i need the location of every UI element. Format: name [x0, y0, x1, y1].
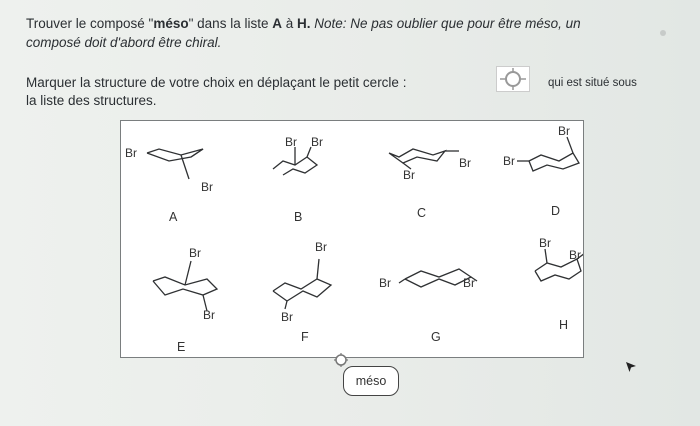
structure-C-br2: Br [403, 168, 415, 182]
structure-C-letter: C [417, 206, 427, 220]
structure-E-letter: E [177, 340, 186, 354]
structure-B-br1: Br [285, 135, 297, 149]
structure-H-br1: Br [539, 236, 551, 250]
structures-drawing [121, 121, 583, 357]
arrow-cursor-icon [624, 360, 638, 374]
structure-A-br1: Br [125, 146, 137, 160]
structure-G-letter: G [431, 330, 441, 344]
structure-A[interactable] [125, 146, 213, 224]
instruction-line-1-end: qui est situé sous [548, 77, 637, 89]
structure-F[interactable] [273, 240, 331, 344]
question-text: Trouver le composé "méso" dans la liste A à H. Note: Ne pas oublier que pour être méso, un composé doit d'abord être chiral. [26, 16, 581, 50]
structure-B-letter: B [294, 210, 303, 224]
structure-D[interactable] [503, 124, 579, 218]
structure-H-letter: H [559, 318, 569, 332]
structure-A-br2: Br [201, 180, 213, 194]
structure-H-br2: Br [569, 248, 581, 262]
structure-G-br1: Br [379, 276, 391, 290]
structure-G[interactable] [379, 269, 477, 344]
structures-panel [120, 120, 584, 358]
structure-F-letter: F [301, 330, 309, 344]
structure-E-br1: Br [189, 246, 201, 260]
structure-E[interactable] [153, 246, 217, 354]
structure-F-br2: Br [281, 310, 293, 324]
decorative-dot [660, 30, 666, 36]
structure-B-br2: Br [311, 135, 323, 149]
target-circle-icon[interactable] [333, 352, 349, 368]
structure-G-br2: Br [463, 276, 475, 290]
structure-F-br1: Br [315, 240, 327, 254]
instruction-line-2: la liste des structures. [26, 93, 157, 108]
structure-D-letter: D [551, 204, 561, 218]
structure-D-br2: Br [558, 124, 570, 138]
structure-H[interactable] [535, 236, 583, 332]
target-circle-icon [496, 66, 530, 92]
structure-E-br2: Br [203, 308, 215, 322]
meso-drop-box[interactable]: méso [343, 366, 399, 396]
structure-D-br1: Br [503, 154, 515, 168]
structure-C[interactable] [389, 149, 471, 220]
structure-C-br1: Br [459, 156, 471, 170]
structure-A-letter: A [169, 210, 178, 224]
instruction-line-1: Marquer la structure de votre choix en déplaçant le petit cercle : [26, 75, 407, 90]
structure-B[interactable] [273, 135, 323, 224]
